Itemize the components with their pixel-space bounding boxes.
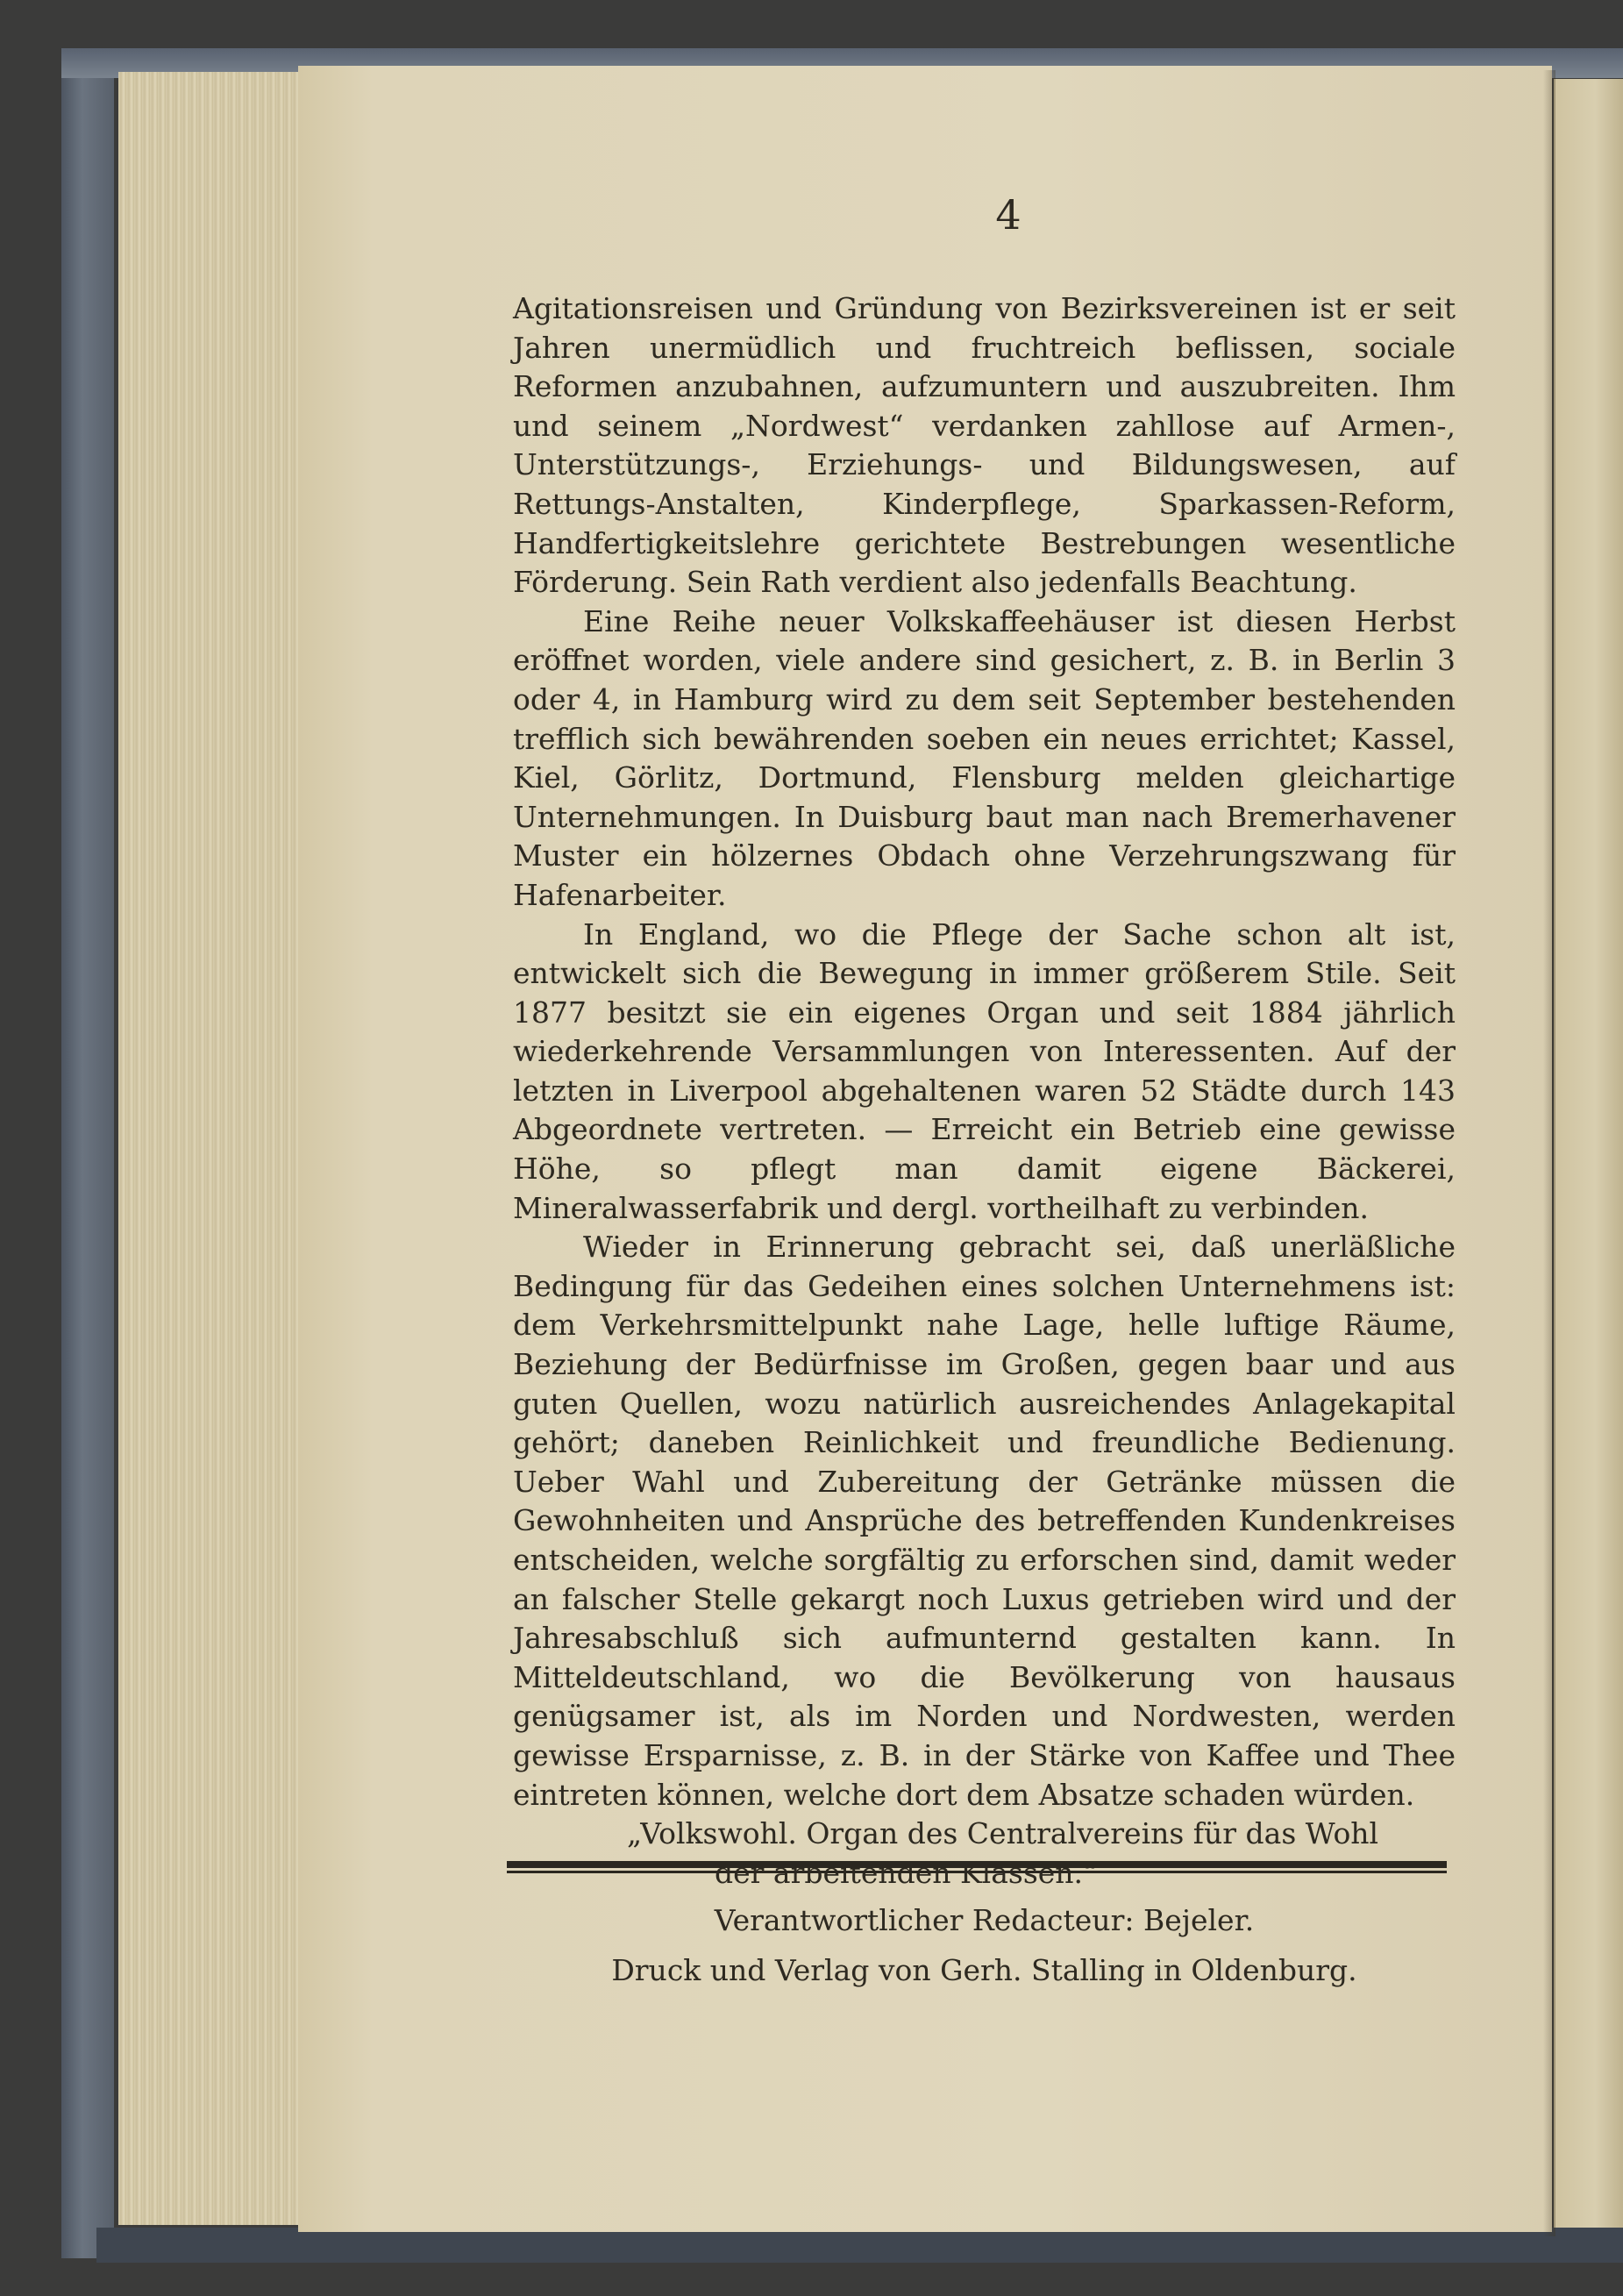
book-cover-bottom [96,2228,1623,2263]
book-cover-left [61,48,114,2258]
paragraph-3: In England, wo die Pflege der Sache schon alt ist, entwickelt sich die Bewegung in immer größerem Stile. Seit 1877 besitzt sie ein eigenes Organ und seit 1884 jährlich wiederkehrende Versammlungen von Interessenten. Auf der letzten in Liverpool abgehaltenen waren 52 Städte durch 143 Abgeordnete vertreten. — Erreicht ein Betrieb eine gewisse Höhe, so pflegt man damit eigene Bäckerei, Mineralwasserfabrik und dergl. vortheilhaft zu verbinden. [513,916,1456,1225]
spine-shadow [1543,70,1555,2236]
page-number: 4 [995,191,1021,239]
paragraph-1: Agitationsreisen und Gründung von Bezirksvereinen ist er seit Jahren unermüdlich und fruchtreich beflissen, sociale Reformen anzubahnen, aufzumuntern und auszubreiten. Ihm und seinem „Nordwest“ verdanken zahllose auf Armen-, Unterstützungs-, Erziehungs- und Bildungswesen, auf Rettungs-Anstalten, Kinderpflege, Sparkassen-Reform, Handfertigkeitslehre gerichtete Bestrebungen wesentliche Förderung. Sein Rath verdient also jedenfalls Beachtung. [513,291,1456,600]
paragraph-4: Wieder in Erinnerung gebracht sei, daß unerläßliche Bedingung für das Gedeihen eines solchen Unternehmens ist: dem Verkehrsmittelpunkt nahe Lage, helle luftige Räume, Beziehung der Bedürfnisse im Großen, gegen baar und aus guten Quellen, wozu natürlich ausreichendes Anlagekapital gehört; daneben Reinlichkeit und freundliche Bedienung. Ueber Wahl und Zubereitung der Getränke müssen die Gewohnheiten und Ansprüche des betreffenden Kundenkreises entscheiden, welche sorgfältig zu erforschen sind, damit weder an falscher Stelle gekargt noch Luxus getrieben wird und der Jahresabschluß sich aufmunternd gestalten kann. In Mitteldeutschland, wo die Bevölkerung von hausaus genügsamer ist, als im Norden und Nordwesten, werden gewisse Ersparnisse, z. B. in der Stärke von Kaffee und Thee eintreten können, welche dort dem Absatze schaden würden. [513,1230,1456,1812]
paragraph-2: Eine Reihe neuer Volkskaffeehäuser ist diesen Herbst eröffnet worden, viele andere sind gesichert, z. B. in Berlin 3 oder 4, in Hamburg wird zu dem seit September bestehenden trefflich sich bewährenden soeben ein neues errichtet; Kassel, Kiel, Görlitz, Dortmund, Flensburg melden gleichartige Unternehmungen. In Duisburg baut man nach Bremerhavener Muster ein hölzernes Obdach ohne Verzehrungszwang für Hafenarbeiter. [513,603,1456,912]
body-text [513,289,1456,1893]
imprint-editor: Verantwortlicher Redacteur: Bejeler. [714,1903,1255,1937]
facing-page-edge [1554,79,1623,2228]
source-citation-line-1: „Volkswohl. Organ des Centralvereins für das Wohl [627,1816,1379,1851]
source-citation-line-2: der arbeitenden Klassen.“ [715,1855,1098,1890]
double-rule-divider [507,1861,1447,1873]
imprint-publisher: Druck und Verlag von Gerh. Stalling in Oldenburg. [611,1953,1357,1987]
page-stack-edges [118,72,307,2225]
